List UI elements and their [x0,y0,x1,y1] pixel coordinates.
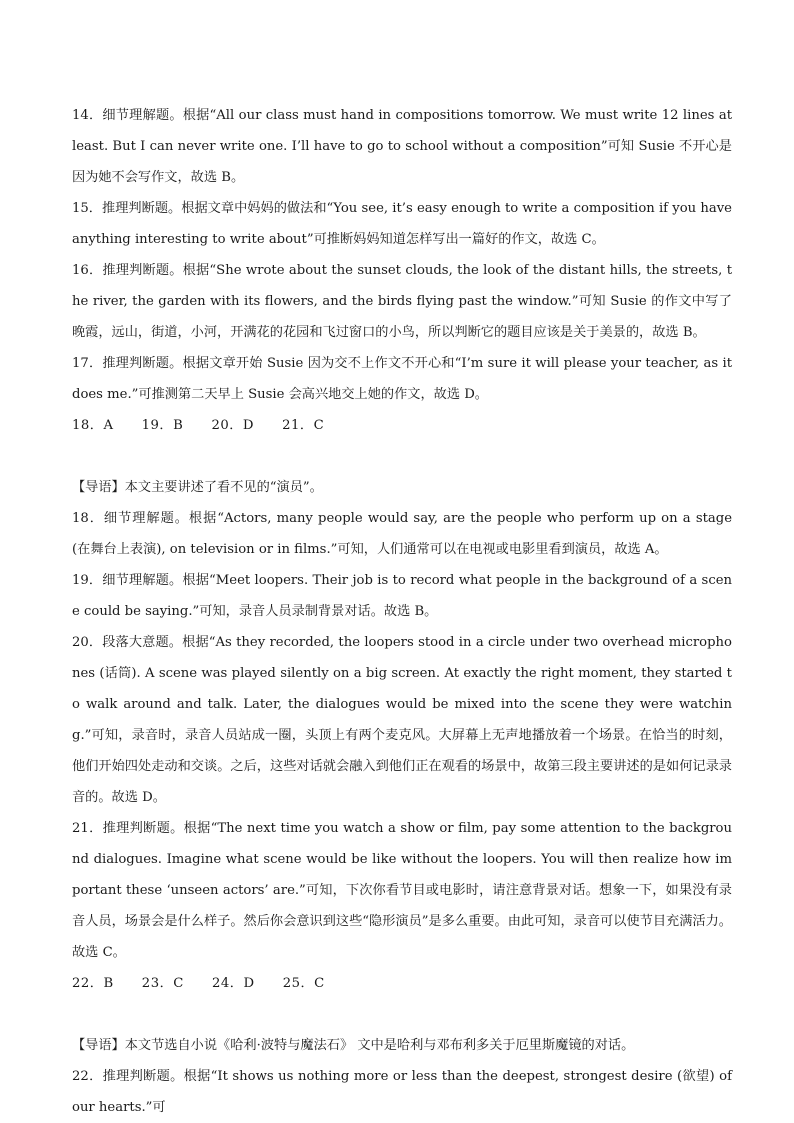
explanation-paragraph: 17．推理判断题。根据文章开始 Susie 因为交不上作文不开心和“I’m sure it will please your teacher, as it does me.”可推测第二天早上 Susie 会高兴地交上她的作文，故选 D。 [72,356,732,402]
explanation-paragraph: 14．细节理解题。根据“All our class must hand in compositions tomorrow. We must write 12 lines at least. But I can never write one. I’ll have to go to school without a composition”可知 Susie 不开心是因为她不会写作文，故选 B。 [72,108,732,185]
explanation-paragraph: 18．细节理解题。根据“Actors, many people would say, are the people who perform up on a stage (在舞台上表演), on television or in films.”可知，人们通常可以在电视或电影里看到演员，故选 A。 [72,511,732,557]
explanation-paragraph: 15．推理判断题。根据文章中妈妈的做法和“You see, it’s easy enough to write a composition if you have anything interesting to write about”可推断妈妈知道怎样写出一篇好的作文，故选 C。 [72,201,732,247]
explanation-paragraph: 21．推理判断题。根据“The next time you watch a show or film, pay some attention to the background dialogues. Imagine what scene would be like without the loopers. You will then realize how important these ‘unseen actors’ are.”可知，下次你看节目或电影时，请注意背景对话。想象一下，如果没有录音人员，场景会是什么样子。然后你会意识到这些“隐形演员”是多么重要。由此可知，录音可以使节目充满活力。故选 C。 [72,821,732,960]
answer-key-line: 22．B 23．C 24．D 25．C [72,976,325,991]
paragraph-spacer [72,999,732,1030]
explanation-paragraph: 【导语】本文节选自小说《哈利·波特与魔法石》 文中是哈利与邓布利多关于厄里斯魔镜的对话。 [72,1038,635,1053]
document-page [72,100,732,1123]
explanation-paragraph: 20．段落大意题。根据“As they recorded, the loopers stood in a circle under two overhead microphones (话筒). A scene was played silently on a big screen. At exactly the right moment, they started to walk around and talk. Later, the dialogues would be mixed into the scene they were watching.”可知，录音时，录音人员站成一圈，头顶上有两个麦克风。大屏幕上无声地播放着一个场景。在恰当的时刻，他们开始四处走动和交谈。之后，这些对话就会融入到他们正在观看的场景中，故第三段主要讲述的是如何记录录音的。故选 D。 [72,635,732,805]
answer-key-line: 18．A 19．B 20．D 21．C [72,418,325,433]
explanation-paragraph: 19．细节理解题。根据“Meet loopers. Their job is to record what people in the background of a scene could be saying.”可知，录音人员录制背景对话。故选 B。 [72,573,732,619]
document-body [72,100,732,1123]
explanation-paragraph: 22．推理判断题。根据“It shows us nothing more or less than the deepest, strongest desire (欲望) of our hearts.”可 [72,1069,732,1115]
paragraph-spacer [72,441,732,472]
explanation-paragraph: 【导语】本文主要讲述了看不见的“演员”。 [72,480,323,495]
explanation-paragraph: 16．推理判断题。根据“She wrote about the sunset clouds, the look of the distant hills, the streets, the river, the garden with its flowers, and the birds flying past the window.”可知 Susie 的作文中写了晚霞，远山，街道，小河，开满花的花园和飞过窗口的小鸟，所以判断它的题目应该是关于美景的，故选 B。 [72,263,732,340]
